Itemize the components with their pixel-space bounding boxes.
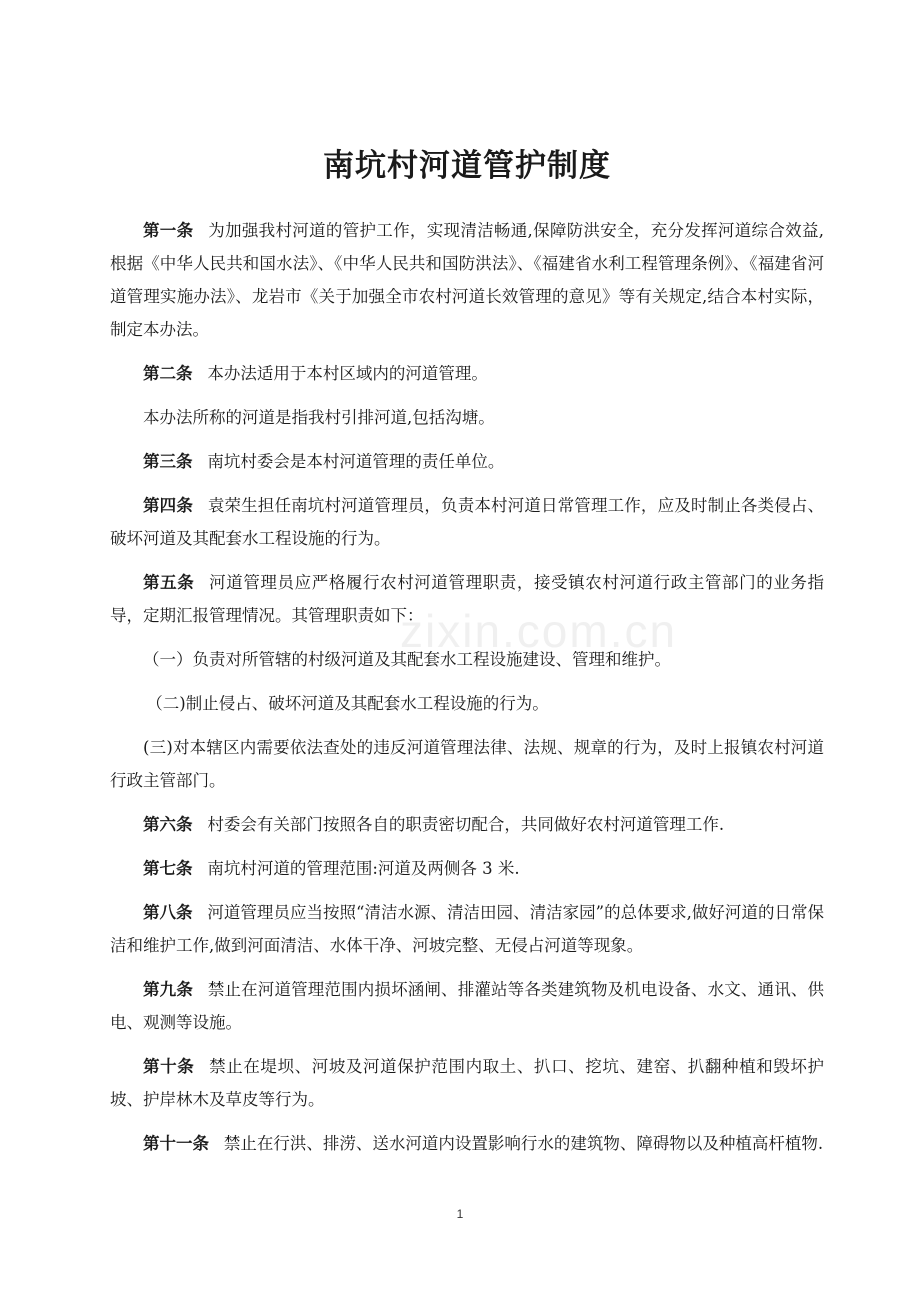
article-11 [110,1127,824,1160]
article-5-item-2: （二)制止侵占、破坏河道及其配套水工程设施的行为。 [146,694,549,713]
article-label: 第六条 [143,815,193,834]
article-label: 第十一条 [143,1134,209,1153]
article-label: 第七条 [143,859,193,878]
article-label: 第五条 [143,573,195,592]
article-1 [110,214,824,346]
document-title: 南坑村河道管护制度 [323,148,611,184]
page-number: 1 [456,1207,464,1221]
article-text: 村委会有关部门按照各自的职责密切配合，共同做好农村河道管理工作. [207,815,725,834]
article-text: 为加强我村河道的管护工作，实现清洁畅通,保障防洪安全，充分发挥河道综合效益,根据《中华人民共和国水法》、《中华人民共和国防洪法》、《福建省水利工程管理条例》、《福建省河道管理实施办法》、龙岩市《关于加强全市农村河道长效管理的意见》等有关规定,结合本村实际，制定本办法。 [110,221,824,339]
article-text: 本办法适用于本村区域内的河道管理。 [207,364,488,383]
article-10 [110,1050,824,1116]
article-4 [110,489,824,555]
article-label: 第十条 [143,1057,195,1076]
article-2-extra: 本办法所称的河道是指我村引排河道,包括沟塘。 [143,408,495,427]
article-3 [110,445,824,478]
article-5-item-3: (三)对本辖区内需要依法查处的违反河道管理法律、法规、规章的行为，及时上报镇农村河道行政主管部门。 [110,738,824,790]
article-text: 南坑村委会是本村河道管理的责任单位。 [207,452,505,471]
article-text: 河道管理员应严格履行农村河道管理职责，接受镇农村河道行政主管部门的业务指导，定期汇报管理情况。其管理职责如下： [110,573,825,625]
article-label: 第三条 [143,452,193,471]
article-label: 第四条 [143,496,193,515]
article-5 [110,566,824,632]
article-2 [110,357,824,390]
article-6 [110,808,824,841]
article-5-item-1: （一）负责对所管辖的村级河道及其配套水工程设施建设、管理和维护。 [143,650,671,669]
article-9 [110,973,824,1039]
article-text: 袁荣生担任南坑村河道管理员，负责本村河道日常管理工作，应及时制止各类侵占、破坏河道及其配套水工程设施的行为。 [110,496,825,548]
article-label: 第一条 [143,221,194,240]
watermark: zixin.com.cn [400,605,678,657]
article-text: 禁止在堤坝、河坡及河道保护范围内取土、扒口、挖坑、建窑、扒翻种植和毁坏护坡、护岸林木及草皮等行为。 [110,1057,825,1109]
article-label: 第八条 [143,903,193,922]
article-8 [110,896,824,962]
article-text: 南坑村河道的管理范围:河道及两侧各 3 米. [207,859,520,878]
article-text: 禁止在河道管理范围内损坏涵闸、排灌站等各类建筑物及机电设备、水文、通讯、供电、观测等设施。 [110,980,825,1032]
article-text: 禁止在行洪、排涝、送水河道内设置影响行水的建筑物、障碍物以及种植高杆植物. [223,1134,824,1153]
article-label: 第九条 [143,980,193,999]
article-7 [110,852,824,885]
article-text: 河道管理员应当按照“清洁水源、清洁田园、清洁家园”的总体要求,做好河道的日常保洁和维护工作,做到河面清洁、水体干净、河坡完整、无侵占河道等现象。 [110,903,824,955]
article-label: 第二条 [143,364,193,383]
